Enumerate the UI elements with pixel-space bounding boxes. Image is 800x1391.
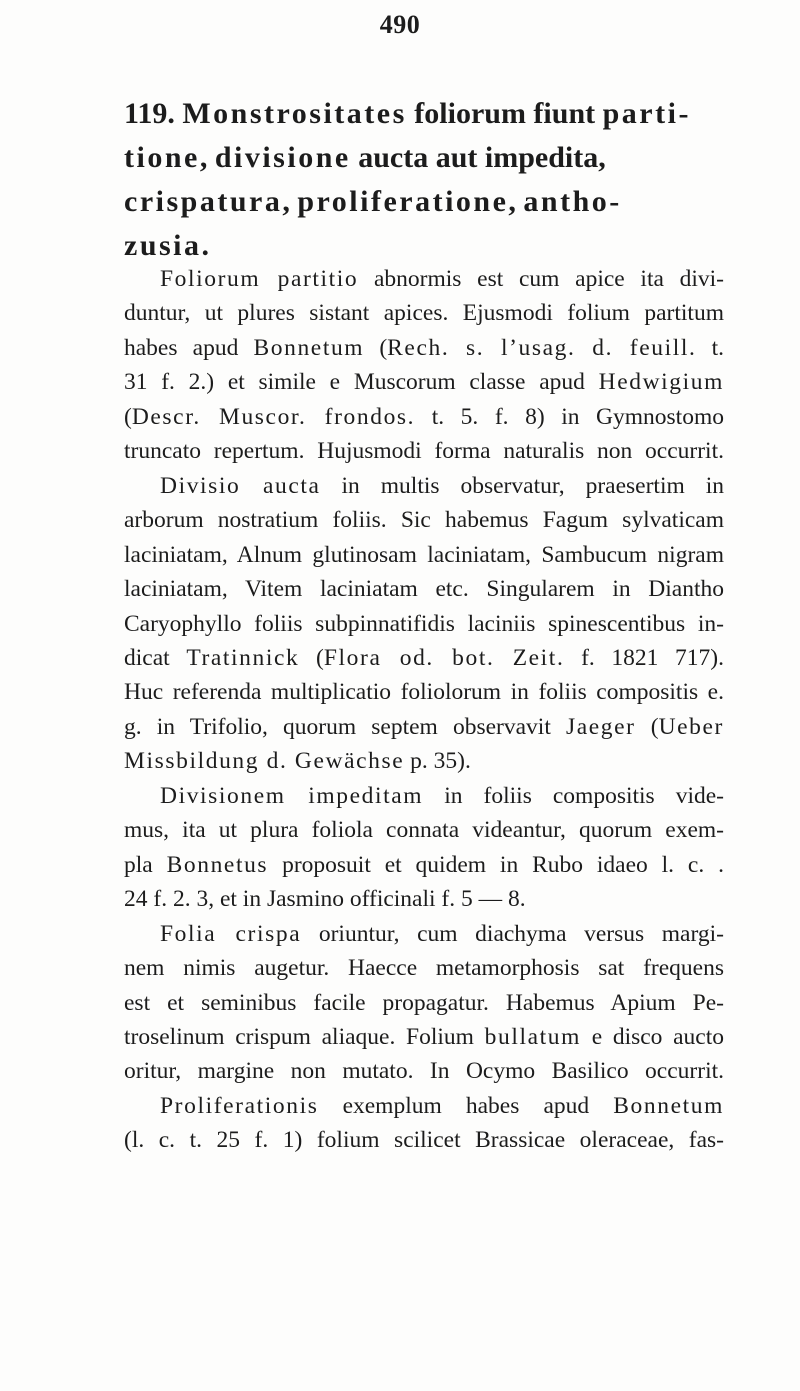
text-line [124, 1054, 724, 1088]
text-line [124, 434, 724, 468]
text-span: p. 35). [404, 748, 471, 775]
author-name: Bonnetum [253, 334, 365, 361]
spaced-term: zusia [124, 229, 202, 262]
heading-text: aucta aut impedita, [350, 141, 606, 174]
text-line [124, 641, 724, 675]
author-name: Bonnetus [166, 851, 269, 878]
text-span: est et seminibus facile propagatur. Habemus Apium Pe- [124, 989, 724, 1016]
citation-title: Missbildung d. Gewächse [124, 748, 405, 775]
spaced-term: bullatum [484, 1023, 581, 1050]
text-line [124, 848, 724, 882]
text-span: ( [635, 713, 659, 740]
heading-line [124, 92, 724, 136]
text-span: nem nimis augetur. Haecce metamorphosis sat frequens [124, 955, 724, 982]
text-span: in multis observatur, praesertim in [320, 472, 724, 499]
text-line [124, 917, 724, 951]
spaced-term: Divisio aucta [160, 472, 321, 499]
text-line [124, 882, 724, 916]
text-line [124, 503, 724, 537]
heading-text: . [201, 229, 210, 262]
text-line [124, 400, 724, 434]
text-line [124, 813, 724, 847]
citation-title: Flora od. bot. Zeit. [323, 644, 565, 671]
text-line [124, 296, 724, 330]
text-line [124, 607, 724, 641]
text-span: proposuit et quidem in Rubo idaeo l. c. . [268, 851, 724, 878]
author-name: Bonnetum [613, 1092, 724, 1119]
text-line [124, 572, 724, 606]
heading-text: foliorum fiunt [406, 97, 603, 130]
section-number: 119. [124, 97, 183, 130]
author-name: Jaeger [565, 713, 636, 740]
text-span: mus, ita ut plura foliola connata videantur, quorum exem- [124, 817, 724, 844]
text-line [124, 675, 724, 709]
text-span: g. in Trifolio, quorum septem observavit [124, 713, 566, 740]
heading-text: , [508, 185, 524, 218]
spaced-term: parti- [602, 97, 691, 130]
text-span: ( [364, 334, 388, 361]
author-name: Tratinnick [186, 644, 300, 671]
text-line [124, 1123, 724, 1157]
text-span: laciniatam, Alnum glutinosam laciniatam, Sambucum nigram [124, 541, 724, 568]
text-span: exemplum habes apud [318, 1092, 614, 1119]
text-span: 24 f. 2. 3, et in Jasmino officinali f. 5 — 8. [124, 886, 526, 913]
text-span: arborum nostratium foliis. Sic habemus Fagum sylvaticam [124, 507, 724, 534]
text-span: oriuntur, cum diachyma versus margi- [301, 920, 724, 947]
section-heading [124, 92, 724, 268]
text-span: e disco aucto [581, 1023, 725, 1050]
spaced-term: proliferatione [297, 185, 509, 218]
spaced-term: antho- [523, 185, 622, 218]
text-line [124, 538, 724, 572]
text-span: in foliis compositis vide- [423, 782, 725, 809]
spaced-term: partitio [277, 266, 359, 292]
text-span: t. [696, 334, 725, 361]
text-line [124, 779, 724, 813]
text-span: Caryophyllo foliis subpinnatifidis laciniis spinescentibus in- [124, 610, 724, 637]
text-span: Huc referenda multiplicatio foliolorum in foliis compositis e. [124, 679, 724, 706]
spaced-term: Monstrositates [182, 97, 407, 130]
text-line [124, 986, 724, 1020]
spaced-term: Folia crispa [160, 920, 302, 947]
text-span: abnormis est cum apice ita divi- [358, 266, 724, 292]
spaced-term: crispatura [124, 185, 283, 218]
page-number: 490 [379, 10, 421, 39]
text-line [124, 262, 724, 296]
heading-text: , [199, 141, 215, 174]
text-line [124, 331, 724, 365]
author-name: Hedwigium [598, 369, 724, 396]
text-line [124, 710, 724, 744]
text-span: troselinum crispum aliaque. Folium [124, 1023, 485, 1050]
citation-title: Descr. Muscor. frondos. [131, 403, 416, 430]
spaced-term: divisione [214, 141, 351, 174]
text-span: (l. c. t. 25 f. 1) folium scilicet Brassicae oleraceae, fas- [124, 1127, 724, 1154]
text-span: pla [124, 851, 167, 878]
text-line [124, 1020, 724, 1054]
text-span: t. 5. f. 8) in Gymnostomo [415, 403, 724, 430]
heading-line [124, 136, 724, 180]
text-span: laciniatam, Vitem laciniatam etc. Singularem in Diantho [124, 576, 724, 603]
citation-title: Rech. s. l’usag. d. feuill. [387, 334, 697, 361]
spaced-term: Divisionem impeditam [160, 782, 424, 809]
citation-title: Ueber [658, 713, 724, 740]
spaced-term: tione [124, 141, 200, 174]
body-text [124, 262, 724, 1158]
text-span: habes apud [124, 334, 254, 361]
text-line [124, 469, 724, 503]
heading-line [124, 180, 724, 224]
text-span: f. 1821 717). [564, 644, 725, 671]
text-span: ( [124, 403, 132, 430]
text-line [124, 951, 724, 985]
spaced-term: Proliferationis [160, 1092, 319, 1119]
text-line [124, 744, 724, 778]
text-span: oritur, margine non mutato. In Ocymo Basilico occurrit. [124, 1058, 724, 1085]
text-span: duntur, ut plures sistant apices. Ejusmodi folium partitum [124, 300, 724, 327]
heading-text: , [282, 185, 298, 218]
text-span: dicat [124, 644, 187, 671]
term: Foliorum [160, 266, 278, 292]
text-line [124, 365, 724, 399]
text-span: ( [299, 644, 324, 671]
text-span: 31 f. 2.) et simile e Muscorum classe apud [124, 369, 599, 396]
text-line [124, 1089, 724, 1123]
text-span: truncato repertum. Hujusmodi forma naturalis non occurrit. [124, 438, 724, 465]
